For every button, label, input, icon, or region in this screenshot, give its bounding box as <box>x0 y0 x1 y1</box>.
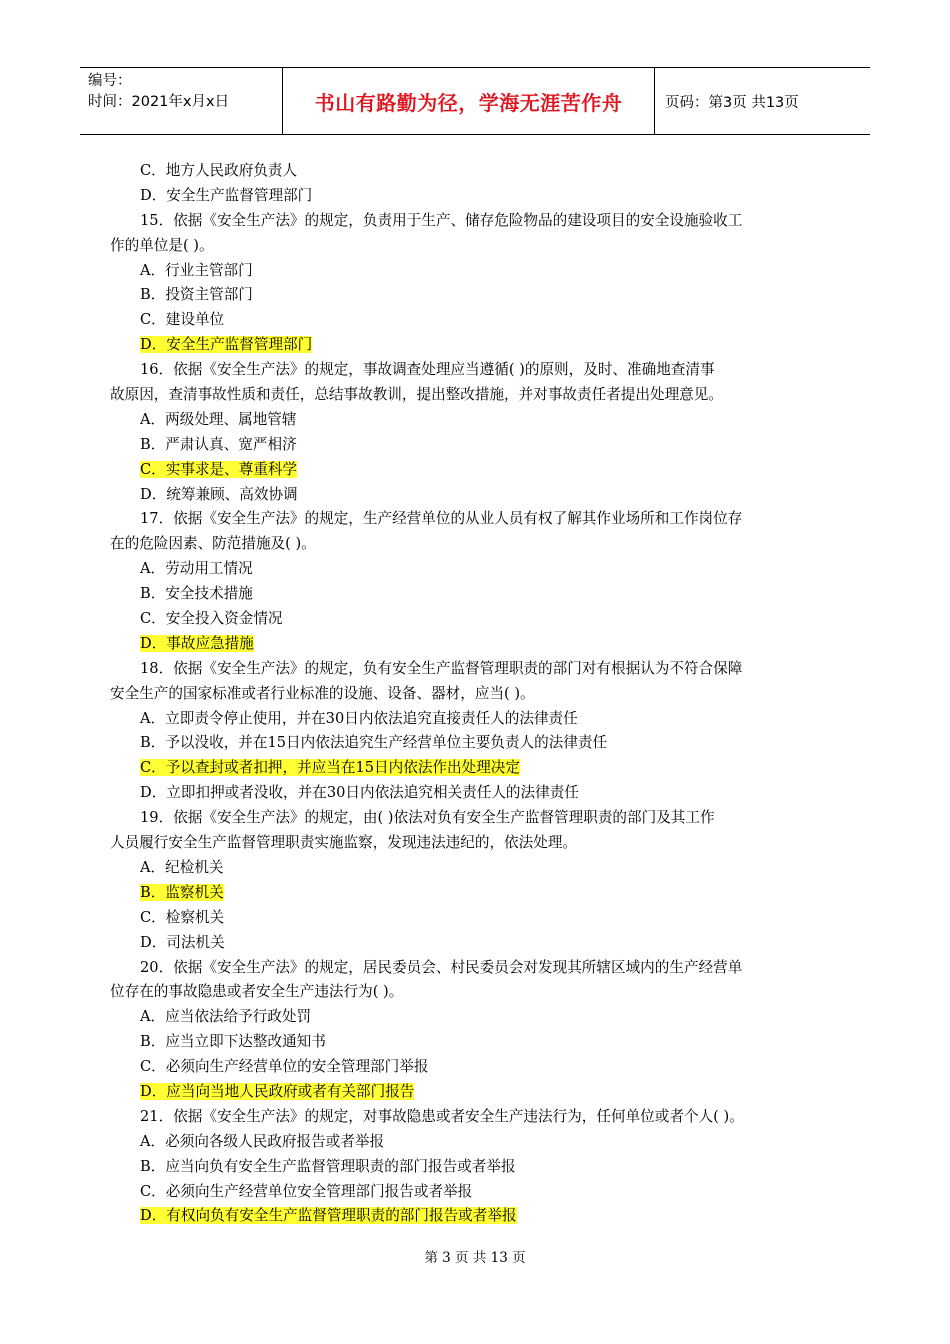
answer-option <box>110 1030 845 1055</box>
line-text: C．地方人民政府负责人 <box>140 162 298 179</box>
answer-option <box>110 881 845 906</box>
answer-option <box>110 1204 845 1229</box>
answer-option <box>110 1180 845 1205</box>
question-stem <box>110 358 845 383</box>
answer-option <box>110 781 845 806</box>
answer-option <box>110 259 845 284</box>
highlighted-answer-text: B．监察机关 <box>140 883 224 901</box>
highlighted-answer-text: C．实事求是、尊重科学 <box>140 460 298 478</box>
answer-option <box>110 333 845 358</box>
answer-option <box>110 731 845 756</box>
answer-option <box>110 159 845 184</box>
line-text: A．必须向各级人民政府报告或者举报 <box>140 1132 385 1150</box>
answer-option <box>110 458 845 483</box>
answer-option <box>110 756 845 781</box>
header-motto-cell <box>283 68 655 134</box>
header-motto: 书山有路勤为径，学海无涯苦作舟 <box>314 90 623 115</box>
line-text: D．安全生产监督管理部门 <box>140 186 313 204</box>
answer-option <box>110 607 845 632</box>
line-text: 19．依据《安全生产法》的规定，由( )依法对负有安全生产监督管理职责的部门及其工作 <box>140 809 715 827</box>
highlighted-answer-text: D．事故应急措施 <box>140 634 254 652</box>
page-header <box>80 67 870 135</box>
answer-option <box>110 906 845 931</box>
answer-option <box>110 856 845 881</box>
answer-option <box>110 1005 845 1030</box>
answer-option <box>110 408 845 433</box>
highlighted-answer-text: D．有权向负有安全生产监督管理职责的部门报告或者举报 <box>140 1207 517 1225</box>
line-text: B．予以没收，并在15日内依法追究生产经营单位主要负责人的法律责任 <box>140 734 608 752</box>
line-text: 安全生产的国家标准或者行业标准的设施、设备、器材，应当( )。 <box>110 684 535 702</box>
question-stem <box>110 956 845 981</box>
line-text: C．安全投入资金情况 <box>140 610 283 628</box>
line-text: D．司法机关 <box>140 933 225 951</box>
line-text: C．检察机关 <box>140 908 225 926</box>
highlighted-answer-text: D．应当向当地人民政府或者有关部门报告 <box>140 1082 415 1100</box>
answer-option <box>110 632 845 657</box>
line-text: 15．依据《安全生产法》的规定，负责用于生产、储存危险物品的建设项目的安全设施验收工 <box>140 211 743 229</box>
line-text: B．严肃认真、宽严相济 <box>140 435 297 453</box>
line-text: 故原因，查清事故性质和责任，总结事故教训，提出整改措施，并对事故责任者提出处理意见。 <box>110 386 723 404</box>
header-page-cell <box>655 68 870 134</box>
answer-option <box>110 1055 845 1080</box>
line-text: D．统筹兼顾、高效协调 <box>140 485 298 503</box>
answer-option <box>110 1130 845 1155</box>
line-text: A．纪检机关 <box>140 858 224 876</box>
question-stem <box>110 657 845 682</box>
answer-option <box>110 931 845 956</box>
question-stem <box>110 507 845 532</box>
line-text: 17．依据《安全生产法》的规定，生产经营单位的从业人员有权了解其作业场所和工作岗位存 <box>140 510 743 528</box>
answer-option <box>110 557 845 582</box>
line-text: B．投资主管部门 <box>140 286 253 304</box>
answer-option <box>110 1155 845 1180</box>
page-footer: 第 3 页 共 13 页 <box>424 1250 526 1266</box>
line-text: A．两级处理、属地管辖 <box>140 410 297 428</box>
answer-option <box>110 1080 845 1105</box>
line-text: 20．依据《安全生产法》的规定，居民委员会、村民委员会对发现其所辖区域内的生产经营单 <box>140 958 743 976</box>
line-text: A．劳动用工情况 <box>140 560 253 578</box>
line-text: 18．依据《安全生产法》的规定，负有安全生产监督管理职责的部门对有根据认为不符合保障 <box>140 659 743 677</box>
question-continuation <box>110 682 845 707</box>
line-text: 16．依据《安全生产法》的规定，事故调查处理应当遵循( )的原则，及时、准确地查清事 <box>140 361 715 379</box>
highlighted-answer-text: C．予以查封或者扣押，并应当在15日内依法作出处理决定 <box>140 759 520 777</box>
question-continuation <box>110 980 845 1005</box>
line-text: C．必须向生产经营单位的安全管理部门举报 <box>140 1058 429 1076</box>
line-text: A．行业主管部门 <box>140 261 253 279</box>
line-text: A．应当依法给予行政处罚 <box>140 1008 312 1026</box>
line-text: 位存在的事故隐患或者安全生产违法行为( )。 <box>110 983 404 1001</box>
answer-option <box>110 433 845 458</box>
question-body <box>110 159 845 1229</box>
header-meta <box>80 68 283 134</box>
header-page-code: 页码：第3页 共13页 <box>665 94 799 111</box>
answer-option <box>110 283 845 308</box>
highlighted-answer-text: D．安全生产监督管理部门 <box>140 336 313 354</box>
answer-option <box>110 483 845 508</box>
line-text: C．必须向生产经营单位安全管理部门报告或者举报 <box>140 1182 473 1200</box>
doc-date: 时间：2021年x月x日 <box>88 94 230 110</box>
answer-option <box>110 308 845 333</box>
line-text: B．应当向负有安全生产监督管理职责的部门报告或者举报 <box>140 1157 516 1175</box>
answer-option <box>110 582 845 607</box>
line-text: 在的危险因素、防范措施及( )。 <box>110 535 316 553</box>
line-text: 人员履行安全生产监督管理职责实施监察，发现违法违纪的，依法处理。 <box>110 834 578 852</box>
line-text: C．建设单位 <box>140 311 225 329</box>
line-text: D．立即扣押或者没收，并在30日内依法追究相关责任人的法律责任 <box>140 784 579 802</box>
doc-number-label: 编号： <box>88 73 132 89</box>
question-stem <box>110 806 845 831</box>
answer-option <box>110 184 845 209</box>
question-stem <box>110 1105 845 1130</box>
line-text: A．立即责令停止使用，并在30日内依法追究直接责任人的法律责任 <box>140 709 578 727</box>
answer-option <box>110 707 845 732</box>
question-continuation <box>110 532 845 557</box>
line-text: 21．依据《安全生产法》的规定，对事故隐患或者安全生产违法行为，任何单位或者个人( )。 <box>140 1107 744 1125</box>
line-text: 作的单位是( )。 <box>110 236 214 254</box>
question-continuation <box>110 831 845 856</box>
question-continuation <box>110 383 845 408</box>
question-stem <box>110 209 845 234</box>
question-continuation <box>110 234 845 259</box>
line-text: B．应当立即下达整改通知书 <box>140 1033 326 1051</box>
line-text: B．安全技术措施 <box>140 585 253 603</box>
